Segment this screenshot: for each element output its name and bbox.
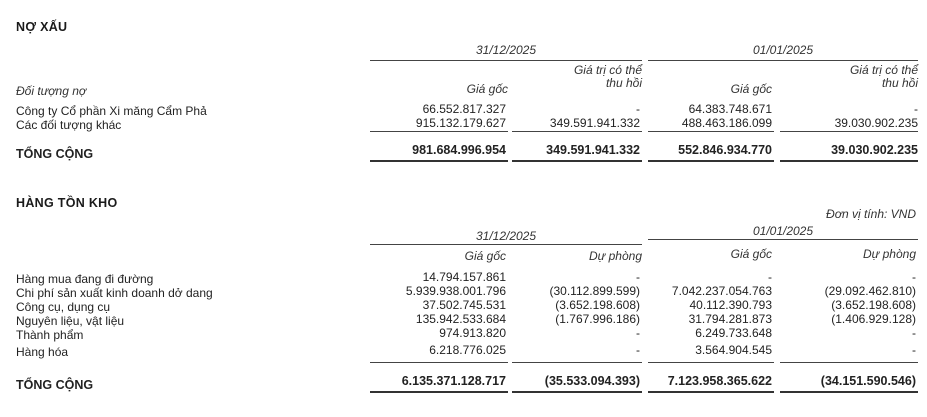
bad-debt-row-value: 915.132.179.627 bbox=[415, 116, 506, 130]
bad-debt-total-value: 349.591.941.332 bbox=[546, 143, 640, 157]
inventory-row-value: (3.652.198.608) bbox=[555, 298, 640, 312]
bad-debt-total-value: 981.684.996.954 bbox=[412, 143, 506, 157]
bad-debt-row-label: Công ty Cổ phần Xi măng Cẩm Phả bbox=[16, 104, 207, 118]
bad-debt-row-value: 488.463.186.099 bbox=[681, 116, 772, 130]
bad-debt-subtotal-rule bbox=[780, 131, 918, 132]
inventory-subtotal-rule bbox=[512, 362, 642, 363]
inventory-col-cost-2: Giá gốc bbox=[730, 247, 772, 261]
inventory-total-value: (34.151.590.546) bbox=[820, 374, 916, 388]
inventory-row-value: 135.942.533.684 bbox=[415, 312, 506, 326]
inventory-row-value: 5.939.938.001.796 bbox=[405, 284, 506, 298]
bad-debt-title: NỢ XẤU bbox=[16, 20, 68, 34]
bad-debt-row-value: 66.552.817.327 bbox=[422, 102, 506, 116]
inventory-title: HÀNG TỒN KHO bbox=[16, 196, 118, 210]
inventory-total-rule bbox=[512, 391, 642, 393]
bad-debt-period-2-rule bbox=[648, 60, 918, 61]
inventory-row-value: 14.794.157.861 bbox=[422, 270, 506, 284]
inventory-row-value: 37.502.745.531 bbox=[422, 298, 506, 312]
inventory-period-1: 31/12/2025 bbox=[475, 229, 537, 243]
bad-debt-col-recoverable-2-l2: thu hồi bbox=[881, 76, 918, 90]
bad-debt-col-cost-1: Giá gốc bbox=[466, 82, 508, 96]
inventory-total-value: 7.123.958.365.622 bbox=[667, 374, 772, 388]
inventory-row-label: Công cụ, dụng cụ bbox=[16, 300, 111, 314]
bad-debt-period-1-rule bbox=[370, 60, 642, 61]
inventory-col-provision-2: Dự phòng bbox=[863, 247, 916, 261]
inventory-unit: Đơn vị tính: VND bbox=[826, 207, 916, 221]
inventory-period-1-rule bbox=[370, 244, 642, 245]
inventory-row-value: 40.112.390.793 bbox=[689, 298, 772, 312]
inventory-total-label: TỔNG CỘNG bbox=[16, 378, 94, 392]
bad-debt-total-rule bbox=[780, 160, 918, 162]
inventory-subtotal-rule bbox=[780, 362, 918, 363]
bad-debt-subtotal-rule bbox=[648, 131, 774, 132]
inventory-period-2: 01/01/2025 bbox=[752, 224, 814, 238]
inventory-row-value: 974.913.820 bbox=[439, 326, 506, 340]
inventory-row-value: 3.564.904.545 bbox=[695, 343, 772, 357]
bad-debt-row-value: - bbox=[914, 102, 918, 116]
bad-debt-row-value: 349.591.941.332 bbox=[549, 116, 640, 130]
inventory-row-value: - bbox=[912, 270, 916, 284]
inventory-row-value: 7.042.237.054.763 bbox=[671, 284, 772, 298]
inventory-row-value: - bbox=[636, 343, 640, 357]
inventory-row-value: - bbox=[768, 270, 772, 284]
inventory-row-value: 6.249.733.648 bbox=[695, 326, 772, 340]
bad-debt-col-debtor: Đối tượng nợ bbox=[16, 84, 87, 98]
inventory-row-value: - bbox=[636, 326, 640, 340]
inventory-row-value: - bbox=[912, 343, 916, 357]
bad-debt-total-rule bbox=[648, 160, 774, 162]
inventory-row-value: 31.794.281.873 bbox=[688, 312, 772, 326]
inventory-col-cost-1: Giá gốc bbox=[464, 249, 506, 263]
inventory-row-value: 6.218.776.025 bbox=[429, 343, 506, 357]
bad-debt-total-rule bbox=[512, 160, 642, 162]
inventory-total-rule bbox=[370, 391, 508, 393]
inventory-period-2-rule bbox=[648, 239, 918, 240]
bad-debt-row-value: 64.383.748.671 bbox=[688, 102, 772, 116]
bad-debt-col-recoverable-1-l2: thu hồi bbox=[605, 76, 642, 90]
bad-debt-col-cost-2: Giá gốc bbox=[730, 82, 772, 96]
bad-debt-total-value: 39.030.902.235 bbox=[831, 143, 918, 157]
inventory-total-value: (35.533.094.393) bbox=[544, 374, 640, 388]
inventory-row-value: (1.406.929.128) bbox=[831, 312, 916, 326]
bad-debt-total-label: TỔNG CỘNG bbox=[16, 147, 94, 161]
inventory-row-label: Hàng mua đang đi đường bbox=[16, 272, 154, 286]
bad-debt-row-label: Các đối tượng khác bbox=[16, 118, 122, 132]
inventory-col-provision-1: Dự phòng bbox=[589, 249, 642, 263]
inventory-row-value: - bbox=[636, 270, 640, 284]
inventory-row-value: (30.112.899.599) bbox=[549, 284, 640, 298]
inventory-total-rule bbox=[780, 391, 918, 393]
bad-debt-col-recoverable-1-l1: Giá trị có thể bbox=[573, 63, 642, 77]
bad-debt-row-value: - bbox=[636, 102, 640, 116]
bad-debt-col-recoverable-2-l1: Giá trị có thể bbox=[849, 63, 918, 77]
bad-debt-period-1: 31/12/2025 bbox=[475, 43, 537, 57]
bad-debt-period-2: 01/01/2025 bbox=[752, 43, 814, 57]
inventory-row-label: Chi phí sản xuất kinh doanh dở dang bbox=[16, 286, 213, 300]
inventory-row-label: Nguyên liệu, vật liệu bbox=[16, 314, 125, 328]
bad-debt-total-rule bbox=[370, 160, 508, 162]
inventory-total-value: 6.135.371.128.717 bbox=[401, 374, 506, 388]
bad-debt-subtotal-rule bbox=[512, 131, 642, 132]
inventory-row-label: Hàng hóa bbox=[16, 345, 69, 359]
inventory-row-value: - bbox=[912, 326, 916, 340]
bad-debt-subtotal-rule bbox=[370, 131, 508, 132]
bad-debt-row-value: 39.030.902.235 bbox=[834, 116, 918, 130]
inventory-row-label: Thành phẩm bbox=[16, 328, 84, 342]
inventory-total-rule bbox=[648, 391, 774, 393]
inventory-subtotal-rule bbox=[370, 362, 508, 363]
inventory-subtotal-rule bbox=[648, 362, 774, 363]
bad-debt-total-value: 552.846.934.770 bbox=[678, 143, 772, 157]
inventory-row-value: (29.092.462.810) bbox=[824, 284, 916, 298]
inventory-row-value: (1.767.996.186) bbox=[555, 312, 640, 326]
inventory-row-value: (3.652.198.608) bbox=[831, 298, 916, 312]
